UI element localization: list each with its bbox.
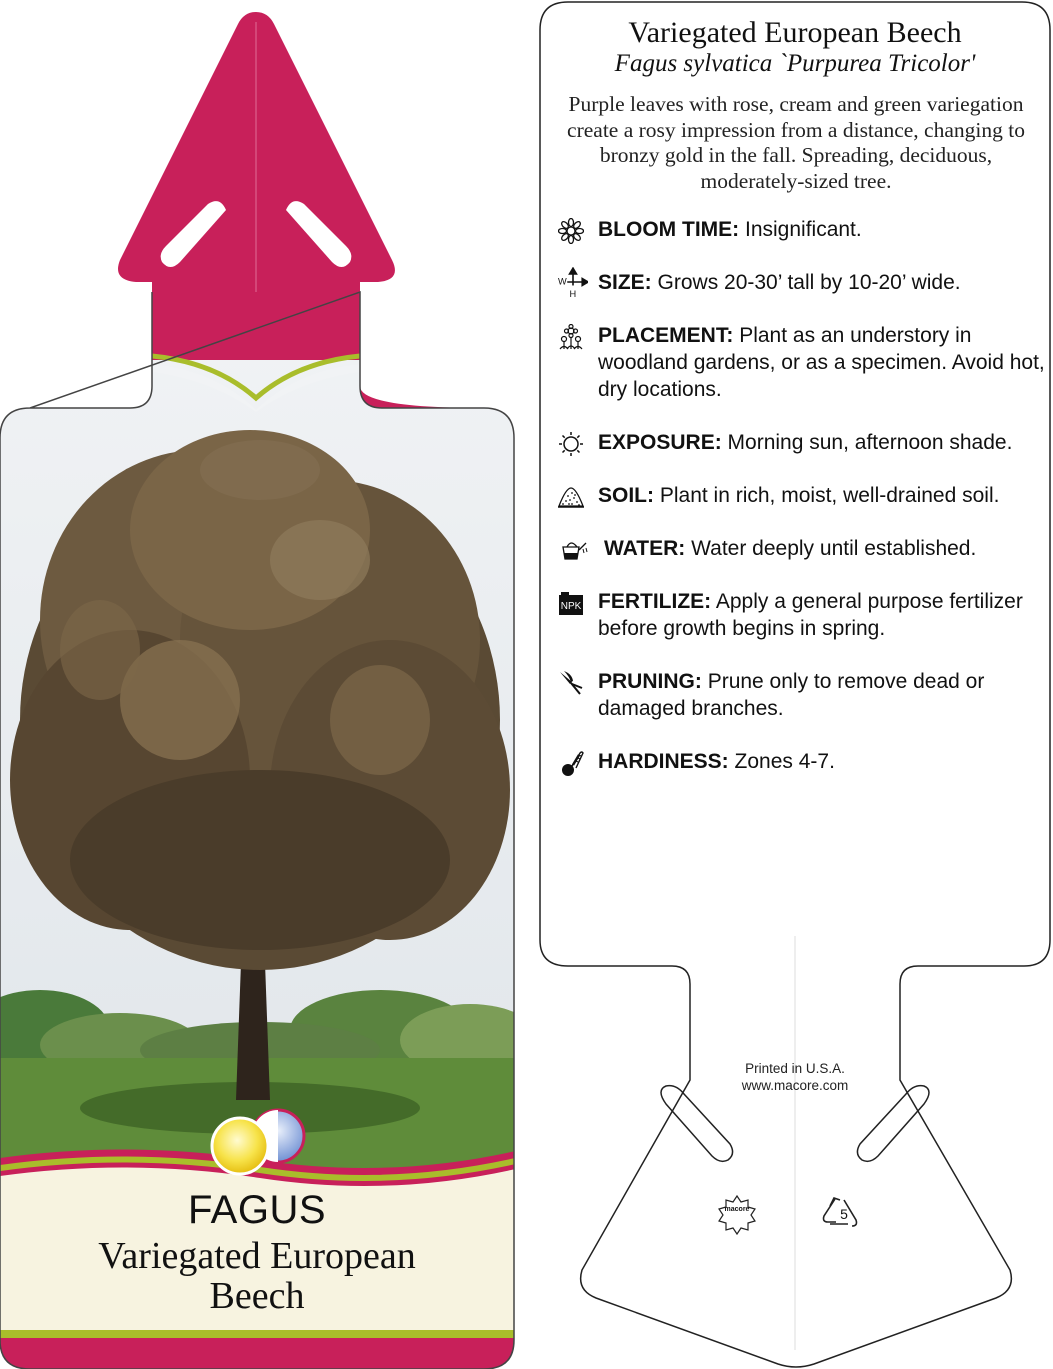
sun-icon bbox=[558, 431, 584, 457]
exposure-label: EXPOSURE: bbox=[598, 431, 722, 454]
latin-name: Fagus sylvatica `Purpurea Tricolor' bbox=[614, 50, 976, 77]
printed-info bbox=[538, 1060, 1052, 1094]
soil-text: Plant in rich, moist, well-drained soil. bbox=[659, 484, 1000, 507]
pruning-text: Prune only to remove dead or damaged branches. bbox=[598, 670, 985, 720]
npk-fertilizer-icon bbox=[558, 590, 584, 616]
watering-can-icon bbox=[558, 537, 590, 563]
front-tag-graphic bbox=[0, 0, 520, 1369]
care-info-list bbox=[558, 216, 1048, 775]
info-fertilize bbox=[558, 588, 1048, 642]
info-bloom-time bbox=[558, 216, 1048, 243]
flower-icon bbox=[558, 218, 584, 244]
back-title: Variegated European Beech bbox=[628, 16, 962, 49]
info-size bbox=[558, 269, 1048, 296]
svg-text:H: H bbox=[569, 289, 577, 297]
bloom-text: Insignificant. bbox=[745, 218, 862, 241]
soil-pile-icon bbox=[558, 484, 584, 510]
svg-text:W: W bbox=[558, 276, 567, 287]
soil-label: SOIL: bbox=[598, 484, 654, 507]
front-tag bbox=[0, 0, 520, 1369]
placement-flowers-icon bbox=[558, 324, 584, 350]
thermometer-icon bbox=[558, 750, 584, 776]
macore-logo-text: macore bbox=[724, 1206, 750, 1213]
front-common-name bbox=[0, 1236, 514, 1316]
hardiness-label: HARDINESS: bbox=[598, 750, 729, 773]
placement-label: PLACEMENT: bbox=[598, 324, 734, 347]
info-water bbox=[558, 535, 1048, 562]
fertilize-label: FERTILIZE: bbox=[598, 590, 712, 613]
printed-website: www.macore.com bbox=[741, 1078, 849, 1093]
pruning-label: PRUNING: bbox=[598, 670, 702, 693]
size-text: Grows 20-30’ tall by 10-20’ wide. bbox=[657, 271, 961, 294]
front-common-line1: Variegated European bbox=[98, 1235, 416, 1277]
pruning-shears-icon bbox=[558, 670, 584, 696]
info-pruning bbox=[558, 668, 1048, 722]
info-placement bbox=[558, 322, 1048, 403]
svg-text:NPK: NPK bbox=[560, 601, 582, 612]
placement-text: Plant as an understory in woodland gardens, or as a specimen. Avoid hot, dry locations. bbox=[598, 324, 1045, 401]
front-common-line2: Beech bbox=[209, 1275, 305, 1317]
info-soil bbox=[558, 482, 1048, 509]
genus-name: FAGUS bbox=[187, 1188, 327, 1232]
recycle-number: 5 bbox=[840, 1206, 848, 1222]
hardiness-text: Zones 4-7. bbox=[734, 750, 835, 773]
bloom-label: BLOOM TIME: bbox=[598, 218, 740, 241]
size-label: SIZE: bbox=[598, 271, 652, 294]
fertilize-text: Apply a general purpose fertilizer before growth begins in spring. bbox=[598, 590, 1023, 640]
water-label: WATER: bbox=[604, 537, 686, 560]
size-arrows-icon bbox=[558, 267, 588, 297]
printed-country: Printed in U.S.A. bbox=[745, 1061, 845, 1076]
back-tag bbox=[538, 0, 1053, 1369]
info-hardiness bbox=[558, 748, 1048, 775]
water-text: Water deeply until established. bbox=[691, 537, 977, 560]
exposure-text: Morning sun, afternoon shade. bbox=[727, 431, 1013, 454]
plant-description: Purple leaves with rose, cream and green variegation create a rosy impression from a distance, changing to bronzy gold in the fall. Spreading, deciduous, moderately-sized tree. bbox=[567, 92, 1025, 193]
info-exposure bbox=[558, 429, 1048, 456]
